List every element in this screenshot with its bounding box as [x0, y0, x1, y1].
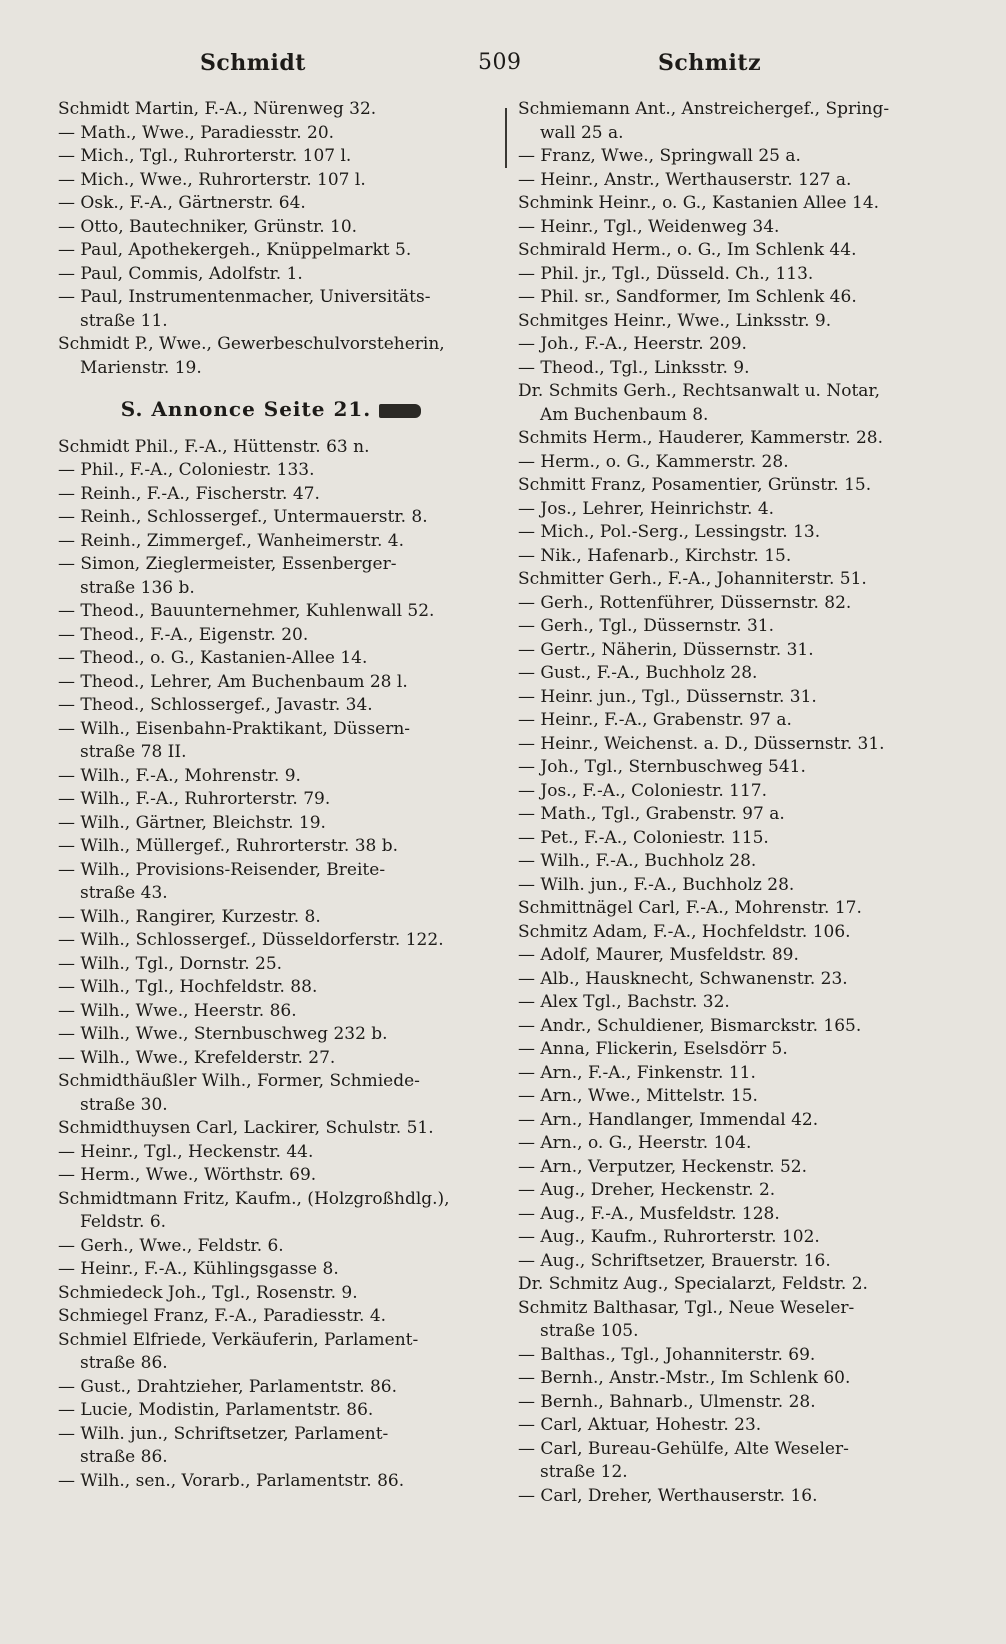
directory-entry: — Math., Wwe., Paradiesstr. 20. [58, 122, 335, 143]
directory-entry: Schmitges Heinr., Wwe., Linksstr. 9. [518, 310, 832, 331]
directory-entry: — Alex Tgl., Bachstr. 32. [518, 992, 730, 1012]
directory-entry: Schmidtmann Fritz, Kaufm., (Holzgroßhdlg.), [58, 1188, 450, 1209]
directory-entry: — Reinh., F.-A., Fischerstr. 47. [58, 483, 320, 504]
entry-continuation: straße 136 b. [80, 577, 195, 598]
entry-continuation: wall 25 a. [540, 122, 624, 143]
directory-entry: — Theod., Tgl., Linksstr. 9. [518, 357, 750, 378]
entry-continuation: straße 105. [540, 1321, 639, 1341]
directory-entry: — Aug., Kaufm., Ruhrorterstr. 102. [518, 1227, 820, 1247]
directory-entry: — Anna, Flickerin, Eselsdörr 5. [518, 1039, 788, 1059]
directory-entry: — Osk., F.-A., Gärtnerstr. 64. [58, 193, 306, 213]
directory-entry: — Wilh., Tgl., Dornstr. 25. [58, 953, 283, 974]
directory-entry: — Wilh. jun., F.-A., Buchholz 28. [518, 874, 795, 895]
directory-entry: — Paul, Instrumentenmacher, Universitäts- [58, 287, 431, 307]
directory-entry: — Gerh., Rottenführer, Düssernstr. 82. [518, 592, 852, 613]
entry-continuation: Am Buchenbaum 8. [540, 404, 709, 425]
directory-entry: — Gerh., Tgl., Düssernstr. 31. [518, 616, 775, 636]
entry-continuation: Feldstr. 6. [80, 1212, 167, 1232]
directory-entry: — Theod., Schlossergef., Javastr. 34. [58, 695, 373, 715]
directory-entry: — Arn., F.-A., Finkenstr. 11. [518, 1062, 756, 1083]
directory-entry: — Gertr., Näherin, Düssernstr. 31. [518, 639, 814, 660]
directory-entry: Schmiel Elfriede, Verkäuferin, Parlament- [58, 1329, 419, 1350]
directory-entry: — Bernh., Bahnarb., Ulmenstr. 28. [518, 1391, 816, 1412]
directory-entry: — Lucie, Modistin, Parlamentstr. 86. [58, 1400, 374, 1420]
directory-entry: — Herm., o. G., Kammerstr. 28. [518, 451, 789, 472]
directory-entry: Schmitter Gerh., F.-A., Johanniterstr. 51. [518, 569, 867, 589]
entry-continuation: straße 78 II. [80, 742, 187, 762]
directory-entry: — Wilh., Tgl., Hochfeldstr. 88. [58, 977, 318, 997]
directory-entry: Schmidt P., Wwe., Gewerbeschulvorsteherin, [58, 334, 445, 354]
directory-entry: Schmidt Phil., F.-A., Hüttenstr. 63 n. [58, 436, 370, 457]
directory-entry: — Theod., o. G., Kastanien-Allee 14. [58, 648, 368, 668]
directory-entry: — Wilh., Eisenbahn-Praktikant, Düssern- [58, 718, 411, 739]
directory-entry: — Heinr., F.-A., Kühlingsgasse 8. [58, 1259, 339, 1279]
directory-entry: — Gust., F.-A., Buchholz 28. [518, 663, 758, 683]
directory-entry: Schmidt Martin, F.-A., Nürenweg 32. [58, 99, 377, 119]
directory-entry: — Arn., Verputzer, Heckenstr. 52. [518, 1156, 807, 1177]
pointing-hand-icon [379, 404, 421, 418]
directory-entry: — Theod., Lehrer, Am Buchenbaum 28 l. [58, 671, 408, 692]
entry-continuation: straße 30. [80, 1094, 168, 1115]
directory-entry: — Gerh., Wwe., Feldstr. 6. [58, 1235, 284, 1256]
directory-entry: — Wilh., Wwe., Krefelderstr. 27. [58, 1047, 336, 1068]
directory-entry: — Balthas., Tgl., Johanniterstr. 69. [518, 1344, 816, 1365]
left-column [58, 98, 484, 1493]
directory-entry: — Simon, Zieglermeister, Essenberger- [58, 554, 397, 574]
directory-entry: — Aug., Dreher, Heckenstr. 2. [518, 1180, 776, 1200]
header-left-keyword: Schmidt [200, 50, 306, 76]
directory-entry: Dr. Schmits Gerh., Rechtsanwalt u. Notar, [518, 381, 881, 401]
directory-entry: Schmiemann Ant., Anstreichergef., Spring- [518, 99, 890, 119]
directory-entry: — Phil., F.-A., Coloniestr. 133. [58, 460, 315, 480]
directory-entry: Schmirald Herm., o. G., Im Schlenk 44. [518, 240, 857, 260]
directory-entry: — Heinr., Tgl., Heckenstr. 44. [58, 1141, 314, 1162]
directory-entry: — Alb., Hausknecht, Schwanenstr. 23. [518, 968, 848, 989]
directory-entry: — Wilh., sen., Vorarb., Parlamentstr. 86. [58, 1470, 405, 1491]
directory-entry: — Paul, Apothekergeh., Knüppelmarkt 5. [58, 240, 412, 260]
directory-entry: Schmidthäußler Wilh., Former, Schmiede- [58, 1071, 420, 1091]
page-number: 509 [478, 50, 522, 75]
directory-entry: — Arn., o. G., Heerstr. 104. [518, 1133, 752, 1153]
directory-entry: — Franz, Wwe., Springwall 25 a. [518, 146, 801, 166]
directory-entry: Schmidthuysen Carl, Lackirer, Schulstr. 51. [58, 1118, 434, 1138]
directory-entry: — Wilh., F.-A., Mohrenstr. 9. [58, 765, 301, 786]
entry-continuation: straße 86. [80, 1353, 168, 1373]
directory-entry: — Theod., Bauunternehmer, Kuhlenwall 52. [58, 601, 435, 621]
directory-entry: — Aug., F.-A., Musfeldstr. 128. [518, 1203, 780, 1224]
directory-entry: — Wilh., Wwe., Sternbuschweg 232 b. [58, 1024, 388, 1044]
directory-entry: — Paul, Commis, Adolfstr. 1. [58, 263, 303, 284]
directory-entry: — Andr., Schuldiener, Bismarckstr. 165. [518, 1015, 862, 1036]
directory-entry: — Otto, Bautechniker, Grünstr. 10. [58, 216, 358, 237]
entry-continuation: straße 12. [540, 1462, 628, 1482]
entry-continuation: Marienstr. 19. [80, 357, 202, 378]
directory-entry: — Wilh., Wwe., Heerstr. 86. [58, 1000, 297, 1021]
directory-entry: — Math., Tgl., Grabenstr. 97 a. [518, 804, 785, 824]
entry-continuation: straße 86. [80, 1447, 168, 1467]
directory-entry: — Adolf, Maurer, Musfeldstr. 89. [518, 945, 799, 965]
directory-entry: — Wilh., Rangirer, Kurzestr. 8. [58, 906, 321, 927]
directory-entry: — Heinr., Anstr., Werthauserstr. 127 a. [518, 169, 852, 190]
right-column [518, 98, 943, 1508]
directory-entry: — Nik., Hafenarb., Kirchstr. 15. [518, 545, 792, 566]
directory-entry: — Herm., Wwe., Wörthstr. 69. [58, 1165, 317, 1185]
directory-entry: — Arn., Handlanger, Immendal 42. [518, 1109, 819, 1130]
directory-entry: — Carl, Bureau-Gehülfe, Alte Weseler- [518, 1438, 849, 1459]
directory-entry: — Theod., F.-A., Eigenstr. 20. [58, 624, 309, 645]
directory-entry: — Arn., Wwe., Mittelstr. 15. [518, 1086, 758, 1106]
directory-entry: Schmitt Franz, Posamentier, Grünstr. 15. [518, 475, 872, 495]
directory-entry: — Jos., Lehrer, Heinrichstr. 4. [518, 498, 775, 519]
directory-entry: — Joh., Tgl., Sternbuschweg 541. [518, 757, 806, 777]
directory-entry: — Heinr. jun., Tgl., Düssernstr. 31. [518, 686, 817, 707]
directory-entry: — Bernh., Anstr.-Mstr., Im Schlenk 60. [518, 1368, 851, 1388]
directory-entry: — Wilh. jun., Schriftsetzer, Parlament- [58, 1423, 389, 1444]
directory-entry: Schmittnägel Carl, F.-A., Mohrenstr. 17. [518, 898, 862, 918]
directory-entry: — Wilh., F.-A., Buchholz 28. [518, 851, 757, 871]
directory-entry: — Heinr., Weichenst. a. D., Düssernstr. 31. [518, 733, 885, 754]
directory-entry: — Phil. sr., Sandformer, Im Schlenk 46. [518, 287, 857, 307]
directory-entry: — Wilh., Müllergef., Ruhrorterstr. 38 b. [58, 836, 399, 856]
entry-continuation: straße 11. [80, 310, 168, 331]
directory-entry: Schmitz Balthasar, Tgl., Neue Weseler- [518, 1297, 855, 1318]
directory-entry: — Jos., F.-A., Coloniestr. 117. [518, 780, 768, 801]
directory-entry: Schmiegel Franz, F.-A., Paradiesstr. 4. [58, 1306, 387, 1326]
directory-entry: — Pet., F.-A., Coloniestr. 115. [518, 827, 769, 848]
directory-entry: — Aug., Schriftsetzer, Brauerstr. 16. [518, 1250, 831, 1271]
directory-entry: — Wilh., Schlossergef., Düsseldorferstr. 122. [58, 930, 444, 950]
directory-entry: — Mich., Pol.-Serg., Lessingstr. 13. [518, 522, 821, 542]
directory-entry: — Carl, Aktuar, Hohestr. 23. [518, 1415, 762, 1435]
directory-entry: — Heinr., Tgl., Weidenweg 34. [518, 216, 780, 237]
directory-entry: — Reinh., Zimmergef., Wanheimerstr. 4. [58, 530, 405, 551]
directory-entry: — Phil. jr., Tgl., Düsseld. Ch., 113. [518, 263, 814, 284]
directory-entry: Schmitz Adam, F.-A., Hochfeldstr. 106. [518, 921, 851, 942]
directory-entry: — Reinh., Schlossergef., Untermauerstr. 8. [58, 507, 428, 527]
header-right-keyword: Schmitz [658, 50, 762, 76]
directory-entry: — Gust., Drahtzieher, Parlamentstr. 86. [58, 1376, 398, 1397]
directory-entry: — Heinr., F.-A., Grabenstr. 97 a. [518, 710, 792, 730]
directory-entry: Dr. Schmitz Aug., Specialarzt, Feldstr. 2. [518, 1274, 868, 1294]
directory-entry: — Carl, Dreher, Werthauserstr. 16. [518, 1485, 818, 1506]
directory-entry: — Wilh., Provisions-Reisender, Breite- [58, 859, 386, 880]
directory-entry: — Mich., Tgl., Ruhrorterstr. 107 l. [58, 146, 352, 166]
column-divider [505, 108, 507, 168]
entry-continuation: straße 43. [80, 883, 168, 903]
directory-entry: Schmits Herm., Hauderer, Kammerstr. 28. [518, 428, 884, 448]
directory-entry: Schmiedeck Joh., Tgl., Rosenstr. 9. [58, 1282, 358, 1303]
annonce-reference: S. Annonce Seite 21. [58, 398, 484, 422]
directory-entry: — Joh., F.-A., Heerstr. 209. [518, 334, 747, 354]
directory-entry: — Mich., Wwe., Ruhrorterstr. 107 l. [58, 169, 366, 190]
directory-entry: Schmink Heinr., o. G., Kastanien Allee 14. [518, 193, 880, 213]
directory-entry: — Wilh., F.-A., Ruhrorterstr. 79. [58, 789, 331, 809]
directory-entry: — Wilh., Gärtner, Bleichstr. 19. [58, 812, 326, 833]
